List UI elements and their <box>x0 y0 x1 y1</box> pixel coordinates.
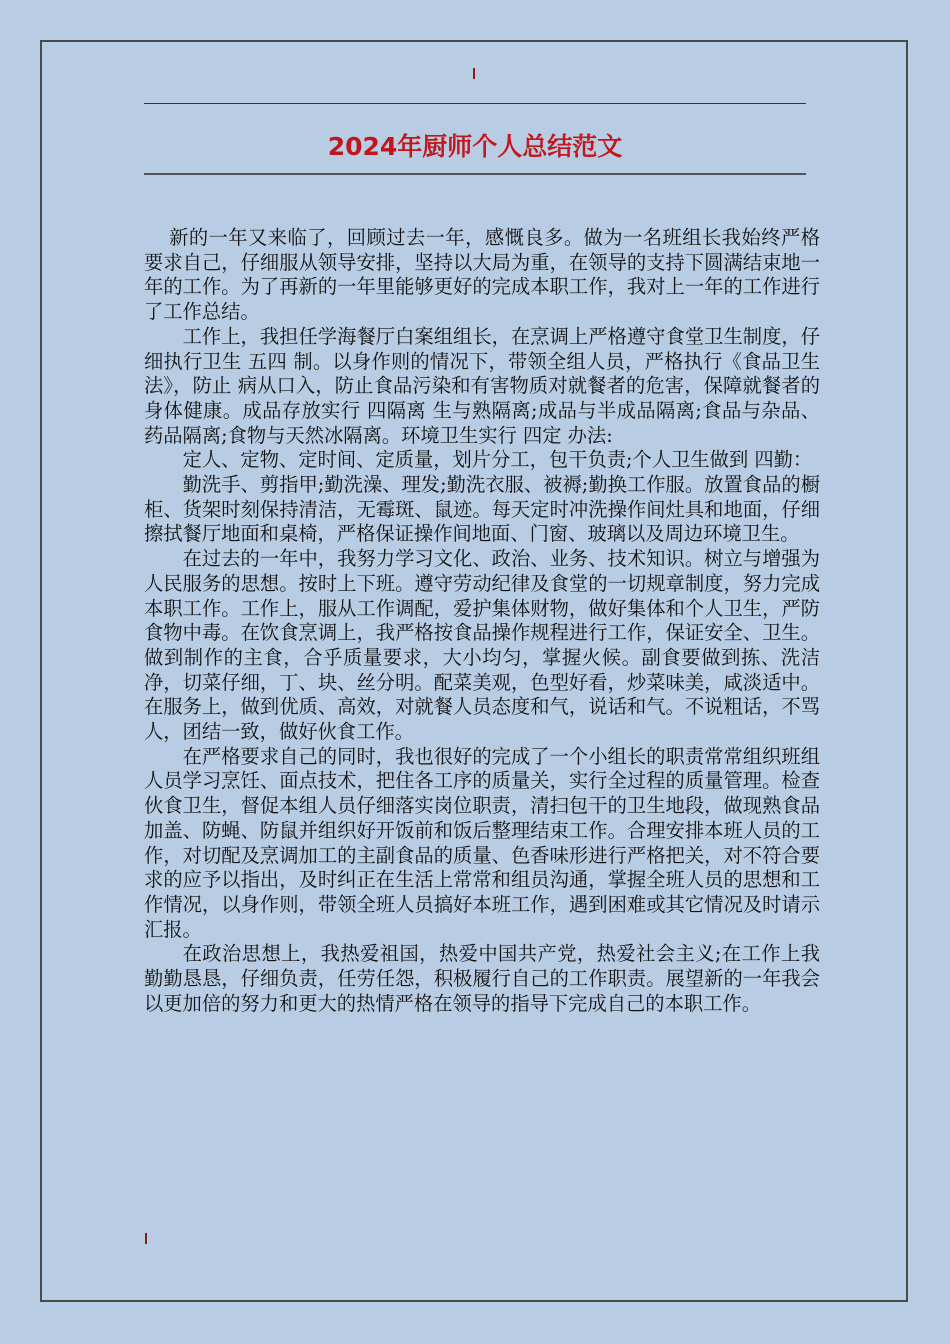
header-rule <box>144 103 806 104</box>
footer-mark <box>145 1233 147 1244</box>
paragraph-hygiene: 工作上，我担任学海餐厅白案组组长，在烹调上严格遵守食堂卫生制度，仔细执行卫生 五四 制。以身作则的情况下，带领全组人员，严格执行《食品卫生法》，防止 病从口入，防止食品污染和有害物质对就餐者的危害，保障就餐者的身体健康。成品存放实行 四隔离 生与熟隔离;成品与半成品隔离;食品与杂品、药品隔离;食物与天然冰隔离。环境卫生实行 四定 办法: <box>144 324 820 447</box>
paragraph-intro: 新的一年又来临了，回顾过去一年，感慨良多。做为一名班组长我始终严格要求自己，仔细服从领导安排，坚持以大局为重，在领导的支持下圆满结束地一年的工作。为了再新的一年里能够更好的完成本职工作，我对上一年的工作进行了工作总结。 <box>144 226 820 324</box>
paragraph-four-diligence: 勤洗手、剪指甲;勤洗澡、理发;勤洗衣服、被褥;勤换工作服。放置食品的橱柜、货架时刻保持清洁，无霉斑、鼠迹。每天定时冲洗操作间灶具和地面，仔细擦拭餐厅地面和桌椅，严格保证操作间地面、门窗、玻璃以及周边环境卫生。 <box>144 473 820 546</box>
document-body <box>144 226 820 1017</box>
paragraph-four-fixed: 定人、定物、定时间、定质量，划片分工，包干负责;个人卫生做到 四勤： <box>182 448 813 472</box>
paragraph-politics: 在政治思想上，我热爱祖国，热爱中国共产党，热爱社会主义;在工作上我勤勤恳恳，仔细负责，任劳任怨，积极履行自己的工作职责。展望新的一年我会以更加倍的努力和更大的热情严格在领导的指导下完成自己的本职工作。 <box>144 942 820 1015</box>
paragraph-team-leader: 在严格要求自己的同时，我也很好的完成了一个小组长的职责常常组织班组人员学习烹饪、面点技术，把住各工序的质量关，实行全过程的质量管理。检查伙食卫生，督促本组人员仔细落实岗位职责，清扫包干的卫生地段，做现熟食品加盖、防蝇、防鼠并组织好开饭前和饭后整理结束工作。合理安排本班人员的工作，对切配及烹调加工的主副食品的质量、色香味形进行严格把关，对不符合要求的应予以指出，及时纠正在生活上常常和组员沟通，掌握全班人员的思想和工作情况，以身作则，带领全班人员搞好本班工作，遇到困难或其它情况及时请示汇报。 <box>144 744 820 941</box>
paragraph-study: 在过去的一年中，我努力学习文化、政治、业务、技术知识。树立与增强为人民服务的思想。按时上下班。遵守劳动纪律及食堂的一切规章制度，努力完成本职工作。工作上，服从工作调配，爱护集体财物，做好集体和个人卫生，严防食物中毒。在饮食烹调上，我严格按食品操作规程进行工作，保证安全、卫生。做到制作的主食，合乎质量要求，大小均匀，掌握火候。副食要做到拣、洗洁净，切菜仔细，丁、块、丝分明。配菜美观，色型好看，炒菜味美，咸淡适中。在服务上，做到优质、高效，对就餐人员态度和气，说话和气。不说粗话，不骂人，团结一致，做好伙食工作。 <box>144 547 820 744</box>
document-title: 2024年厨师个人总结范文 <box>327 132 623 161</box>
header-mark <box>473 68 475 79</box>
title-rule <box>144 173 806 175</box>
